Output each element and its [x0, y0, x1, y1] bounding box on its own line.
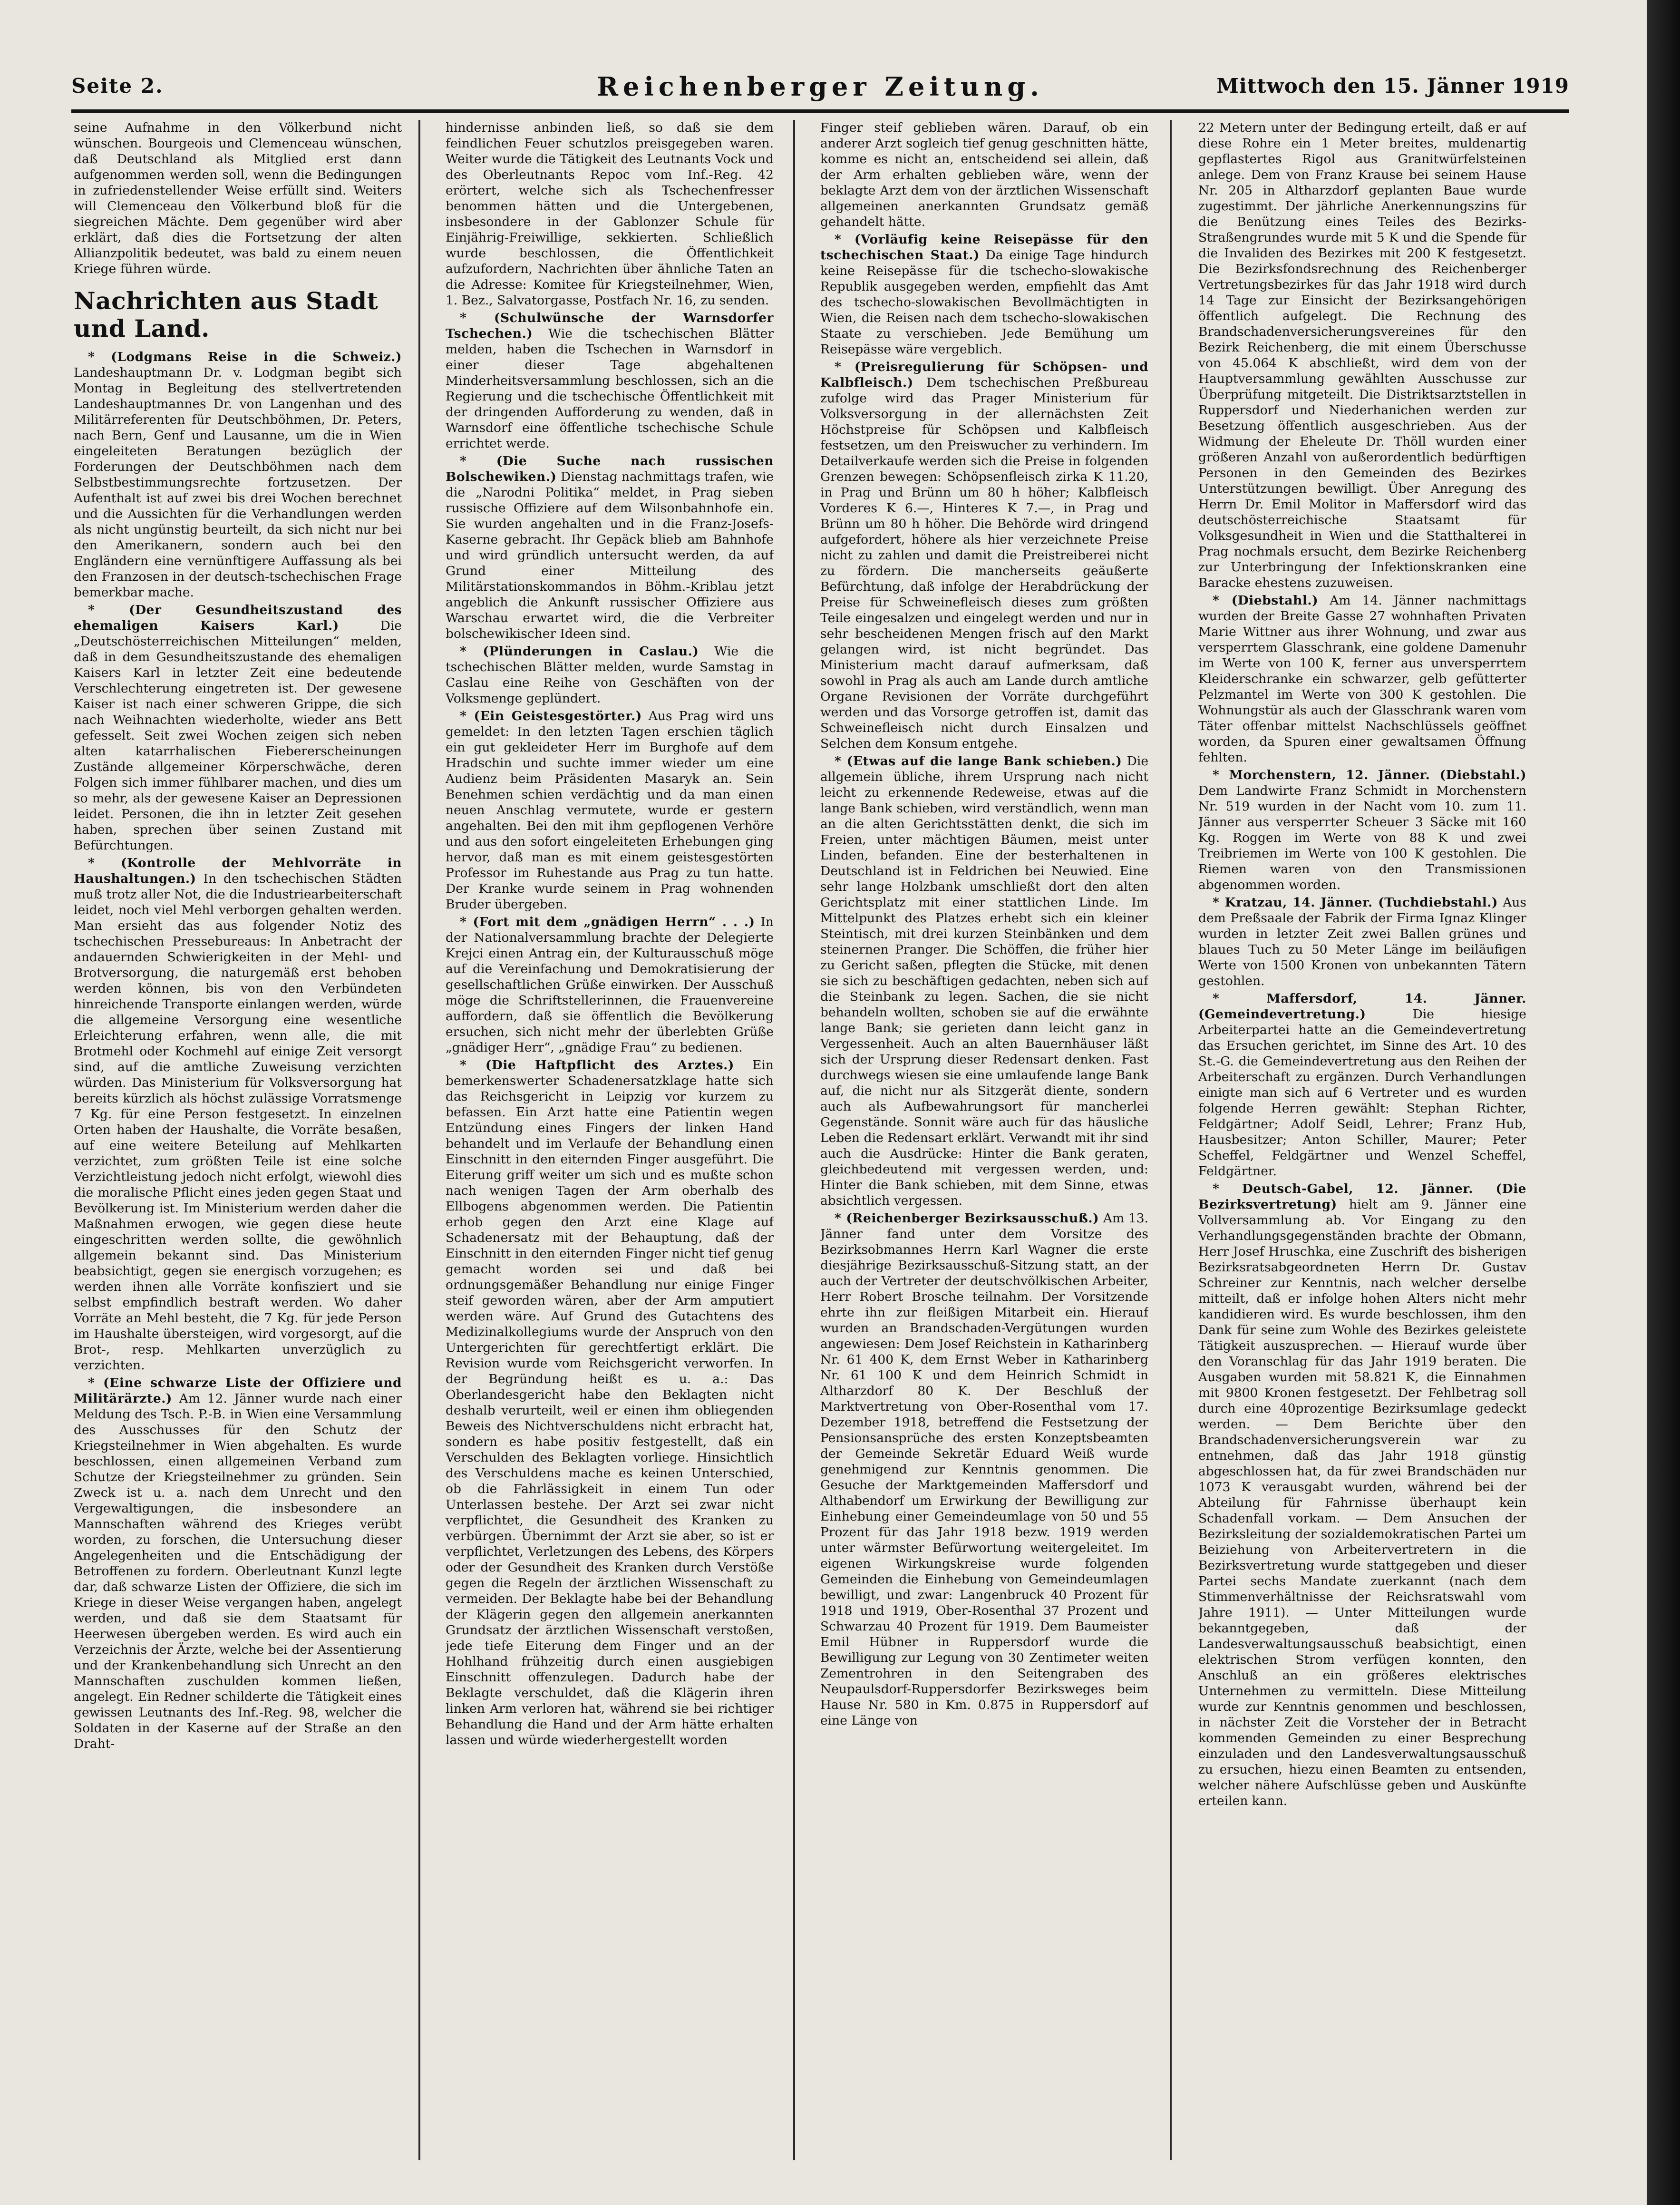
- article-paragraph: [446, 644, 774, 706]
- article-paragraph: [446, 310, 774, 451]
- article-paragraph: [74, 602, 402, 853]
- article-text: Die hiesige Arbeiterpartei hatte an die Gemeindevertretung das Ersuchen gerichtet, im Sinne des Art. 10 des St.-G. die Gemeindevertretung aus den Reihen der Arbeiterschaft zu ergänzen. Durch Verhandlungen einigte man sich auf 6 Vertreter und es wurden folgende Herren gewählt: Stephan Richter, Feldgärtner; Adolf Seidl, Lehrer; Franz Hub, Hausbesitzer; Anton Schiller, Maurer; Peter Scheffel, Feldgärtner und Wenzel Scheffel, Feldgärtner.: [1198, 1007, 1526, 1179]
- article-headline: * (Der Gesundheitszustand des ehemaligen Kaisers Karl.): [74, 603, 402, 633]
- article-paragraph: [1198, 767, 1526, 893]
- article-text: In den tschechischen Städten muß trotz aller Not, die die Industriearbeiterschaft leidet, noch viel Mehl verborgen gehalten werden. Man ersieht das aus folgender Notiz des tschechischen Pressebureaus: In Anbetracht der andauernden Schwierigkeiten in der Mehl- und Brotversorgung, die naturgemäß erst behoben werden können, bis von den Verbündeten hinreichende Transporte einlangen werden, würde die allgemeine Versorgung eine wesentliche Erleichterung erfahren, wenn alle, die mit Brotmehl oder Kochmehl auf einige Zeit versorgt sind, auf die amtliche Zuweisung verzichten würden. Das Ministerium für Volksversorgung hat bereits kürzlich als höchst zulässige Vorratsmenge 7 Kg. für eine Person festgesetzt. In einzelnen Orten haben der Haushalte, die Vorräte besaßen, auf eine weitere Beteilung auf Mehlkarten verzichtet, zum größten Teile ist eine solche Verzichtleistung jedoch nicht erfolgt, wiewohl dies die moralische Pflicht eines jeden gegen Staat und Bevölkerung ist. Im Ministerium werden daher die Maßnahmen erwogen, wie gegen diese heute eingeschritten werden sollte, die gewöhnlich allgemein bekannt sind. Das Ministerium beabsichtigt, gegen sie energisch vorzugehen; es werden ihnen alle Vorräte konfisziert und sie selbst empfindlich bestraft werden. Wo daher Vorräte an Mehl besteht, die 7 Kg. für jede Person im Haushalte übersteigen, wird vorgesorgt, auf die Brot-, resp. Mehlkarten unverzüglich zu verzichten.: [74, 871, 402, 1373]
- article-text: 22 Metern unter der Bedingung erteilt, daß er auf diese Rohre ein 1 Meter breites, muldenartig gepflastertes Rigol aus Granitwürfelsteinen anlege. Dem von Franz Krause bei seinem Hause Nr. 205 in Altharzdorf geplanten Baue wurde zugestimmt. Der jährliche Anerkennungszins für die Benützung eines Teiles des Bezirks-Straßengrundes wurde mit 5 K und die Spende für die Invaliden des Bezirkes mit 200 K festgesetzt. Die Bezirksfondsrechnung des Reichenberger Vertretungsbezirkes für das Jahr 1918 wird durch 14 Tage zur Einsicht der Bezirksangehörigen öffentlich aufgelegt. Die Rechnung des Brandschadenversicherungsvereines für den Bezirk Reichenberg, die mit einem Überschusse von 45.064 K abschließt, wird dem von der Hauptversammlung gewählten Ausschusse zur Überprüfung mitgeteilt. Die Distriktsarztstellen in Ruppersdorf und Niederhanichen werden zur Besetzung öffentlich ausgeschrieben. Aus der Widmung der Eheleute Dr. Thöll wurden einer größeren Anzahl von außerordentlich bedürftigen Personen in den Gemeinden des Bezirkes Unterstützungen bewilligt. Über Anregung des Herrn Dr. Emil Molitor in Maffersdorf wird das deutschösterreichische Staatsamt für Volksgesundheit in Wien und die Statthalterei in Prag nochmals ersucht, dem Bezirke Reichenberg zur Unterbringung der Infektionskranken eine Baracke ehestens zuzuweisen.: [1198, 120, 1526, 590]
- article-headline: * (Preisregulierung für Schöpsen- und Kalbfleisch.): [820, 360, 1148, 390]
- article-headline: * Kratzau, 14. Jänner. (Tuchdiebstahl.): [1213, 895, 1498, 910]
- article-paragraph: [446, 120, 774, 308]
- column-4: [1198, 120, 1526, 2160]
- article-headline: * (Vorläufig keine Reisepässe für den tschechischen Staat.): [820, 232, 1148, 263]
- article-paragraph: [446, 914, 774, 1055]
- article-text: Landeshauptmann Dr. v. Lodgman begibt sich Montag in Begleitung des stellvertretenden Landeshauptmannes Dr. von Langenhan und des Militärreferenten für Deutschböhmen, Dr. Peters, nach Bern, Genf und Lausanne, um die in Wien eingeleiteten Beratungen bezüglich der Forderungen der Deutschböhmen nach dem Selbstbestimmungsrechte fortzusetzen. Der Aufenthalt ist auf zwei bis drei Wochen berechnet und die Aussichten für die Verhandlungen werden als nicht ungünstig beurteilt, da sich nicht nur bei den Amerikanern, sondern auch bei den Engländern eine vernünftigere Auffassung als bei den Franzosen in der deutsch-tschechischen Frage bemerkbar mache.: [74, 365, 402, 600]
- column-1: [74, 120, 402, 2160]
- article-text: seine Aufnahme in den Völkerbund nicht wünschen. Bourgeois und Clemenceau wünschen, daß Deutschland als Mitglied erst dann aufgenommen werden soll, wenn die Bedingungen in zufriedenstellender Weise erfüllt sind. Weiters will Clemenceau den Völkerbund bloß für die siegreichen Mächte. Dem gegenüber wird aber erklärt, daß dies die Fortsetzung der alten Allianzpolitik bedeutet, was bald zu einem neuen Kriege führen würde.: [74, 120, 402, 276]
- article-paragraph: [74, 855, 402, 1373]
- article-text: Am 13. Jänner fand unter dem Vorsitze des Bezirksobmannes Herrn Karl Wagner die erste diesjährige Bezirksausschuß-Sitzung statt, an der auch der Vertreter der deutschvölkischen Arbeiter, Herr Robert Brosche teilnahm. Der Vorsitzende ehrte ihn zur fleißigen Mitarbeit ein. Hierauf wurden an Brandschaden-Vergütungen wurden angewiesen: Dem Josef Reichstein in Katharinberg Nr. 61 400 K, dem Ernst Weber in Katharinberg Nr. 61 100 K und dem Heinrich Schmidt in Altharzdorf 80 K. Der Beschluß der Marktvertretung von Ober-Rosenthal vom 17. Dezember 1918, betreffend die Festsetzung der Pensionsansprüche des ersten Konzeptsbeamten der Gemeinde Sekretär Eduard Weiß wurde genehmigend zur Kenntnis genommen. Die Gesuche der Marktgemeinden Maffersdorf und Althabendorf um Erwirkung der Bewilligung zur Einhebung einer Gemeindeumlage von 50 und 55 Prozent für das Jahr 1918 bezw. 1919 werden unter wärmster Befürwortung weitergeleitet. Im eigenen Wirkungskreise wurde folgenden Gemeinden die Einhebung von Gemeindeumlagen bewilligt, und zwar: Langenbruck 40 Prozent für 1918 und 1919, Ober-Rosenthal 37 Prozent und Schwarzau 40 Prozent für 1919. Dem Baumeister Emil Hübner in Ruppersdorf wurde die Bewilligung zur Legung von 30 Zentimeter weiten Zementrohren in den Seitengraben des Neupaulsdorf-Ruppersdorfer Bezirksweges beim Hause Nr. 580 in Km. 0.875 in Ruppersdorf auf eine Länge von: [820, 1211, 1148, 1728]
- article-headline: * (Lodgmans Reise in die Schweiz.): [88, 350, 402, 364]
- column-divider: [793, 120, 795, 2160]
- article-paragraph: [446, 708, 774, 912]
- article-headline: * (Diebstahl.): [1213, 593, 1319, 608]
- article-headline: * (Reichenberger Bezirksausschuß.): [835, 1211, 1099, 1226]
- article-headline: * (Eine schwarze Liste der Offiziere und Militärärzte.): [74, 1376, 402, 1406]
- article-headline: * (Kontrolle der Mehlvorräte in Haushaltungen.): [74, 856, 402, 886]
- article-paragraph: [1198, 991, 1526, 1179]
- article-text: Aus dem Preßsaale der Fabrik der Firma Ignaz Klinger wurden in letzter Zeit zwei Ballen grünes und blaues Tuch zu 50 Meter Länge im beiläufigen Werte von 1500 Kronen von unbekannten Tätern gestohlen.: [1198, 895, 1526, 988]
- article-text: Finger steif geblieben wären. Darauf, ob ein anderer Arzt sogleich tief genug geschnitten hätte, komme es nicht an, entscheidend sei allein, daß der Arm erhalten geblieben wäre, wenn der beklagte Arzt dem von der ärztlichen Wissenschaft allgemeinen anerkannten Grundsatz gemäß gehandelt hätte.: [820, 120, 1148, 229]
- article-headline: * (Fort mit dem „gnädigen Herrn“ . . .): [460, 915, 755, 929]
- article-text: Dem Landwirte Franz Schmidt in Morchenstern Nr. 519 wurden in der Nacht vom 10. zum 11. Jänner aus versperrter Scheuer 3 Säcke mit 160 Kg. Roggen im Werte von 88 K und zwei Treibriemen im Werte von 100 K gestohlen. Die Riemen waren von den Transmissionen abgenommen worden.: [1198, 783, 1526, 892]
- article-paragraph: [820, 120, 1148, 230]
- article-text: Dem tschechischen Preßbureau zufolge wird das Prager Ministerium für Volksversorgung in der allernächsten Zeit Höchstpreise für Schöpsen und Kalbfleisch festsetzen, um den Preiswucher zu verhindern. Im Detailverkaufe werden sich die Preise in folgenden Grenzen bewegen: Schöpsenfleisch zirka K 11.20, in Prag und Brünn um 80 h höher; Kalbfleisch Vorderes K 6.—, Hinteres K 7.—, in Prag und Brünn um 80 h höher. Die Behörde wird dringend aufgefordert, höhere als hier verzeichnete Preise nicht zu zahlen und damit die Preistreiberei nicht zu fördern. Die mancherseits geäußerte Befürchtung, daß infolge der Herabdrückung der Preise für Schweinefleisch dieses zum größten Teile eingesalzen und eingelegt werden und nur in sehr bescheidenen Mengen frisch auf den Markt gelangen wird, ist nicht begründet. Das Ministerium macht darauf aufmerksam, daß sowohl in Prag als auch am Lande durch amtliche Organe Revisionen der Vorräte durchgeführt werden und das Vorsorge getroffen ist, damit das Schweinefleisch nicht durch Einsalzen und Selchen dem Konsum entgehe.: [820, 375, 1148, 751]
- article-headline: * (Die Suche nach russischen Bolschewiken.): [446, 454, 774, 484]
- binding-edge: [1647, 0, 1680, 2205]
- article-headline: * (Etwas auf die lange Bank schieben.): [835, 754, 1122, 769]
- article-paragraph: [820, 753, 1148, 1209]
- article-text: hindernisse anbinden ließ, so daß sie dem feindlichen Feuer schutzlos preisgegeben waren. Weiter wurde die Tätigkeit des Leutnants Vock und des Oberleutnants Repoc vom Inf.-Reg. 42 erörtert, welche sich als Tschechenfresser benommen hätten und die Untergebenen, insbesondere in der Gablonzer Schule für Einjährig-Freiwillige, sekkierten. Schließlich wurde beschlossen, die Öffentlichkeit aufzufordern, Nachrichten über ähnliche Taten an die Adresse: Komitee für Kriegsteilnehmer, Wien, 1. Bez., Salvatorgasse, Postfach Nr. 16, zu senden.: [446, 120, 774, 308]
- article-paragraph: [74, 1375, 402, 1752]
- article-headline: * (Die Haftpflicht des Arztes.): [460, 1058, 734, 1073]
- article-text: Da einige Tage hindurch keine Reisepässe für die tschecho-slowakische Republik ausgegeben werden, empfiehlt das Amt des tschecho-slowakischen Bevollmächtigten in Wien, die Reisen nach dem tschecho-slowakischen Staate zu verschieben. Jede Bemühung um Reisepässe wäre vergeblich.: [820, 248, 1148, 357]
- article-paragraph: [1198, 120, 1526, 591]
- article-paragraph: [820, 359, 1148, 751]
- article-text: Aus Prag wird uns gemeldet: In den letzten Tagen erschien täglich ein gut gekleideter Herr im Burghofe auf dem Hradschin und suchte immer wieder um eine Audienz beim Präsidenten Masaryk an. Sein Benehmen schien verdächtig und da man einen neuen Anschlag vermutete, wurde er gestern angehalten. Bei den mit ihm gepflogenen Verhöre und aus den sofort eingeleiteten Erhebungen ging hervor, daß man es mit einem geistesgestörten Professor im Ruhestande aus Prag zu tun hatte. Der Kranke wurde seinem in Prag wohnenden Bruder übergeben.: [446, 709, 774, 912]
- issue-date: Mittwoch den 15. Jänner 1919: [1216, 74, 1569, 98]
- masthead: Reichenberger Zeitung.: [597, 71, 1044, 102]
- article-headline: * Morchenstern, 12. Jänner. (Diebstahl.): [1213, 768, 1526, 782]
- article-paragraph: [1198, 895, 1526, 989]
- article-text: Dienstag nachmittags trafen, wie die „Narodni Politika“ meldet, in Prag sieben russische Offiziere auf dem Wilsonbahnhofe ein. Sie wurden angehalten und in die Franz-Josefs-Kaserne gebracht. Ihr Gepäck blieb am Bahnhofe und wird gründlich untersucht werden, da auf Grund einer Mitteilung des Militärstationskommandos in Böhm.-Kriblau jetzt angeblich die Ankunft russischer Offiziere aus Warschau erwartet wird, die die Verbreiter bolschewikischer Ideen sind.: [446, 469, 774, 641]
- article-headline: * (Ein Geistesgestörter.): [460, 709, 642, 723]
- column-3: [820, 120, 1148, 2160]
- column-2: [446, 120, 774, 2160]
- article-paragraph: [74, 120, 402, 277]
- article-paragraph: [446, 453, 774, 642]
- article-text: Die „Deutschösterreichischen Mitteilungen“ melden, daß in dem Gesundheitszustande des ehemaligen Kaisers Karl in letzter Zeit eine bedeutende Verschlechterung eingetreten ist. Der gewesene Kaiser ist nach einer schweren Grippe, die sich nach Weihnachten wiederholte, wieder ans Bett gefesselt. Seit zwei Wochen zeigen sich neben alten katarrhalischen Fiebererscheinungen Zustände allgemeiner Körperschwäche, deren Folgen sich immer fühlbarer machen, und dies um so mehr, als der gewesene Kaiser an Depressionen leidet. Personen, die ihn in letzter Zeit gesehen haben, sprechen über seinen Zustand mit Befürchtungen.: [74, 618, 402, 853]
- section-heading: Nachrichten aus Stadt und Land.: [74, 287, 379, 342]
- article-text: In der Nationalversammlung brachte der Delegierte Krejci einen Antrag ein, der Kulturausschuß möge auf die Vereinfachung und Demokratisierung der gesellschaftlichen Grüße einwirken. Der Ausschuß möge die Schriftstellerinnen, die Frauenvereine auffordern, daß sie öffentlich die Bevölkerung ersuchen, sich nicht mehr der überlebten Grüße „gnädiger Herr“, „gnädige Frau“ zu bedienen.: [446, 915, 774, 1055]
- page-header: [71, 70, 1569, 104]
- article-paragraph: [820, 1210, 1148, 1728]
- article-paragraph: [446, 1057, 774, 1748]
- article-headline: * (Schulwünsche der Warnsdorfer Tschechen.): [446, 311, 774, 341]
- article-headline: * (Plünderungen in Caslau.): [460, 644, 699, 659]
- article-text: Die allgemein übliche, ihrem Ursprung nach nicht leicht zu erkennende Redeweise, etwas auf die lange Bank schieben, wird verständlich, wenn man an die alten Gerichtsstätten denkt, die sich im Freien, unter mächtigen Bäumen, meist unter Linden, befanden. Eine der besterhaltenen in Deutschland ist in Feldrichen bei Neuwied. Eine sehr lange Holzbank umschließt dort den alten Gerichtsplatz mit einer stattlichen Linde. Im Mittelpunkt des Platzes erhebt sich ein kleiner Steintisch, mit drei kurzen Steinbänken und dem steinernen Pranger. Die Schöffen, die früher hier zu Gericht saßen, pflegten die Stücke, mit denen sie sich zu beschäftigen gedachten, neben sich auf die Steinbank zu legen. Sachen, die sie nicht behandeln wollten, schoben sie auf die erwähnte lange Bank; sie gerieten dann leicht ganz in Vergessenheit. Auch an alten Bauernhäuser läßt sich der Ursprung dieser Redensart denken. Fast durchwegs wiesen sie eine umlaufende lange Bank auf, die nicht nur als Sitzgerät diente, sondern auch als Aufbewahrungsort für mancherlei Gegenstände. Sonnit wäre auch für das häusliche Leben die Redensart erklärt. Verwandt mit ihr sind auch die Ausdrücke: Hinter die Bank geraten, gleichbedeutend mit vergessen werden, und: Hinter die Bank schieben, mit dem Sinne, etwas absichtlich vergessen.: [820, 754, 1148, 1208]
- article-text: Am 14. Jänner nachmittags wurden der Breite Gasse 27 wohnhaften Privaten Marie Wittner aus ihrer Wohnung, und zwar aus versperrtem Glasschrank, eine goldene Damenuhr im Werte von 100 K, ferner aus unversperrtem Kleiderschranke ein schwarzer, gelb gefütterter Pelzmantel im Werte von 300 K gestohlen. Die Wohnungstür als auch der Glasschrank waren vom Täter offenbar mittelst Nachschlüssels geöffnet worden, da Spuren einer gewaltsamen Öffnung fehlten.: [1198, 593, 1526, 765]
- article-text: Wie die tschechischen Blätter melden, wurde Samstag in Caslau eine Reihe von Geschäften von der Volksmenge geplündert.: [446, 644, 774, 706]
- article-paragraph: [820, 232, 1148, 357]
- article-headline: * Maffersdorf, 14. Jänner. (Gemeindevertretung.): [1198, 991, 1526, 1022]
- article-paragraph: [1198, 593, 1526, 765]
- article-paragraph: [1198, 1181, 1526, 1809]
- article-text: Ein bemerkenswerter Schadenersatzklage hatte sich das Reichsgericht in Leipzig vor kurzem zu befassen. Ein Arzt hatte eine Patientin wegen Entzündung eines Fingers der linken Hand behandelt und im Verlaufe der Behandlung einen Einschnitt in den eiternden Finger ausgeführt. Die Eiterung griff weiter um sich und es mußte schon nach wenigen Tagen der Arm oberhalb des Ellbogens abgenommen werden. Die Patientin erhob gegen den Arzt eine Klage auf Schadenersatz mit der Behauptung, daß der Einschnitt in den eiternden Finger nicht tief genug gemacht worden sei und daß bei ordnungsgemäßer Behandlung nur einige Finger steif geworden wären, aber der Arm amputiert werden wäre. Auf Grund des Gutachtens des Medizinalkollegiums wurde der Anspruch von den Untergerichten für gerechtfertigt erklärt. Die Revision wurde vom Reichsgericht verworfen. In der Begründung heißt es u. a.: Das Oberlandesgericht habe den Beklagten nicht deshalb verurteilt, weil er einen ihm obliegenden Beweis des Nichtverschuldens nicht erbracht hat, sondern es habe positiv festgestellt, daß ein Verschulden des Beklagten vorliege. Hinsichtlich des Verschuldens mache es keinen Unterschied, ob die Fahrlässigkeit in einem Tun oder Unterlassen bestehe. Der Arzt sei zwar nicht verpflichtet, die Gesundheit des Kranken zu verbürgen. Übernimmt der Arzt sie aber, so ist er verpflichtet, Verletzungen des Lebens, des Körpers oder der Gesundheit des Kranken durch Verstöße gegen die Regeln der ärztlichen Wissenschaft zu vermeiden. Der Beklagte habe bei der Behandlung der Klägerin gegen den allgemein anerkannten Grundsatz der ärztlichen Wissenschaft verstoßen, jede tiefe Eiterung dem Finger und an der Hohlhand frühzeitig durch einen ausgiebigen Einschnitt offenzulegen. Dadurch habe der Beklagte verschuldet, daß die Klägerin ihren linken Arm verloren hat, während sie bei richtiger Behandlung die Hand und der Arm hätte erhalten lassen und würde wiederhergestellt worden: [446, 1058, 774, 1747]
- article-text: Wie die tschechischen Blätter melden, haben die Tschechen in Warnsdorf in einer dieser Tage abgehaltenen Minderheitsversammlung beschlossen, sich an die Regierung und die tschechische Öffentlichkeit mit der dringenden Aufforderung zu wenden, daß in Warnsdorf eine öffentliche tschechische Schule errichtet werde.: [446, 326, 774, 451]
- header-rule: [71, 109, 1569, 113]
- column-divider: [418, 120, 420, 2160]
- article-text: hielt am 9. Jänner eine Vollversammlung ab. Vor Eingang zu den Verhandlungsgegenständen brachte der Obmann, Herr Josef Hruschka, eine Zuschrift des bisherigen Bezirksratsabgeordneten Herrn Dr. Gustav Schreiner zur Kenntnis, nach welcher derselbe mitteilt, daß er infolge hohen Alters nicht mehr kandidieren wird. Es wurde beschlossen, ihm den Dank für seine zum Wohle des Bezirkes geleistete Tätigkeit auszusprechen. — Hierauf wurde über den Voranschlag für das Jahr 1919 beraten. Die Ausgaben wurden mit 58.821 K, die Einnahmen mit 9800 Kronen festgesetzt. Der Fehlbetrag soll durch eine 40prozentige Bezirksumlage gedeckt werden. — Dem Berichte über den Brandschadenversicherungsverein war zu entnehmen, daß das Jahr 1918 günstig abgeschlossen hat, da für zwei Brandschäden nur 1073 K verausgabt wurden, während bei der Abteilung für Fahrnisse überhaupt kein Schadenfall vorkam. — Dem Ansuchen der Bezirksleitung der sozialdemokratischen Partei um Beiziehung von Arbeitervertretern in die Bezirksvertretung wurde stattgegeben und dieser Partei sechs Mandate zuerkannt (nach dem Stimmenverhältnisse der Reichsratswahl vom Jahre 1911). — Unter Mitteilungen wurde bekanntgegeben, daß der Landesverwaltungsausschuß beabsichtigt, einen elektrischen Strom verfügen konnten, den Anschluß an ein größeres elektrisches Unternehmen zu vermitteln. Diese Mitteilung wurde zur Kenntnis genommen und beschlossen, in nächster Zeit die Vorsteher der in Betracht kommenden Gemeinden zu einer Besprechung einzuladen und den Landesverwaltungsausschuß zu ersuchen, hiezu einen Beamten zu entsenden, welcher nähere Aufschlüsse geben und Auskünfte erteilen kann.: [1198, 1197, 1526, 1808]
- page-number: Seite 2.: [71, 74, 164, 98]
- article-paragraph: [74, 349, 402, 600]
- article-text: Am 12. Jänner wurde nach einer Meldung des Tsch. P.-B. in Wien eine Versammlung des Ausschusses für den Schutz der Kriegsteilnehmer in Wien abgehalten. Es wurde beschlossen, einen allgemeinen Verband zum Schutze der Kriegsteilnehmer zu gründen. Sein Zweck ist u. a. nach dem Unrecht und den Vergewaltigungen, die insbesondere an Mannschaften während des Krieges verübt worden, zu forschen, die Untersuchung dieser Angelegenheiten und die Entschädigung der Betroffenen zu fordern. Oberleutnant Kunzl legte dar, daß schwarze Listen der Offiziere, die sich im Kriege in dieser Weise vergangen haben, angelegt werden, und daß sie dem Staatsamt für Heerwesen übergeben werden. Es wird auch ein Verzeichnis der Ärzte, welche bei der Assentierung und der Krankenbehandlung sich Unrecht an den Mannschaften zuschulden kommen ließen, angelegt. Ein Redner schilderte die Tätigkeit eines gewissen Leutnants des Inf.-Reg. 98, welcher die Soldaten in der Kaserne auf der Straße an den Draht-: [74, 1391, 402, 1751]
- column-divider: [1170, 120, 1172, 2160]
- article-headline: * Deutsch-Gabel, 12. Jänner. (Die Bezirksvertretung): [1198, 1181, 1526, 1212]
